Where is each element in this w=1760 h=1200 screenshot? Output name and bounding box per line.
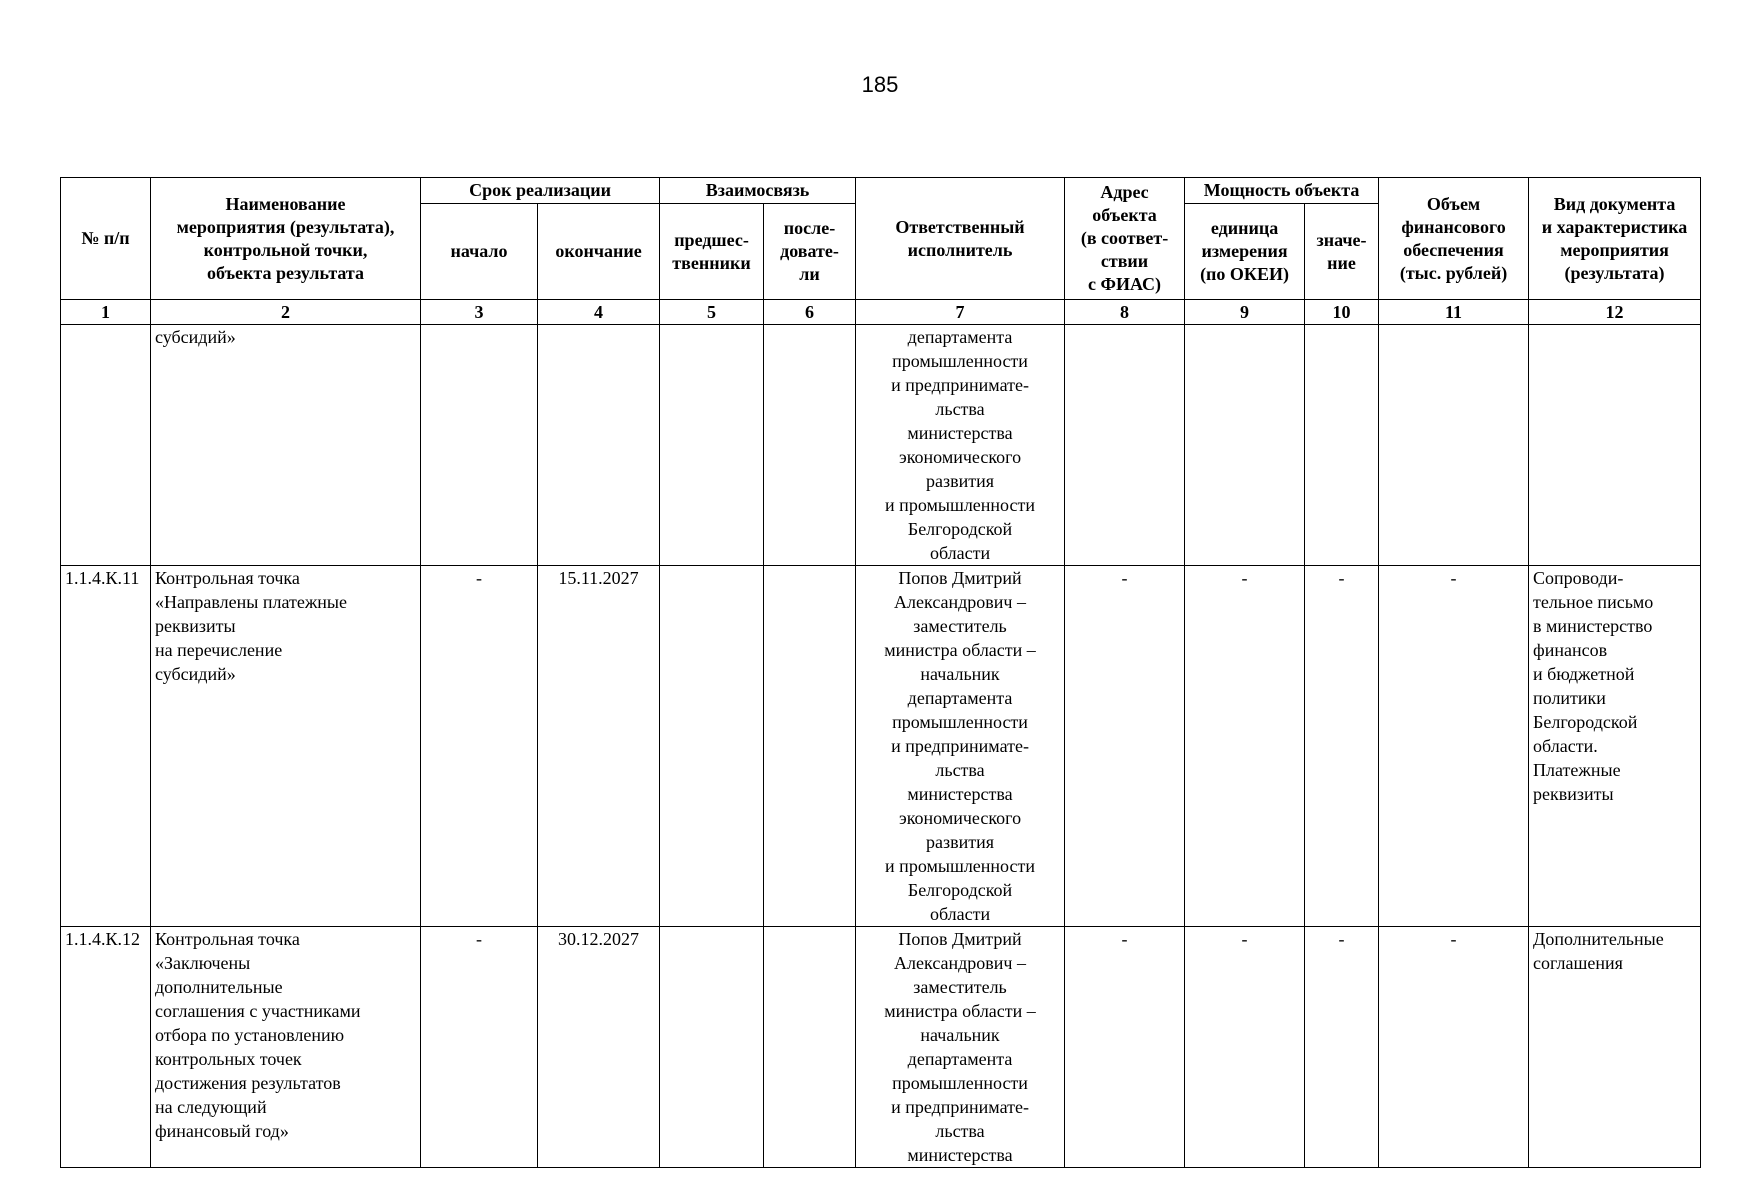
cell-unit: -	[1185, 566, 1305, 927]
cell-successors	[764, 325, 856, 566]
cell-unit: -	[1185, 927, 1305, 1168]
column-number: 11	[1379, 300, 1529, 325]
column-number: 3	[421, 300, 538, 325]
cell-value	[1305, 325, 1379, 566]
table-row	[61, 927, 1701, 1168]
column-number: 6	[764, 300, 856, 325]
cell-value: -	[1305, 566, 1379, 927]
cell-end	[538, 325, 660, 566]
header-num: № п/п	[61, 178, 151, 300]
cell-name: Контрольная точка «Направлены платежные реквизиты на перечисление субсидий»	[151, 566, 421, 927]
header-finance: Объем финансового обеспечения (тыс. рублей)	[1379, 178, 1529, 300]
cell-doc	[1529, 325, 1701, 566]
cell-responsible: Попов Дмитрий Александрович – заместитель министра области – начальник департамента промышленности и предпринимате- льства министерства экономического развития и промышленности Белгородской области	[856, 566, 1065, 927]
table-header	[61, 178, 1701, 325]
cell-address	[1065, 325, 1185, 566]
column-number: 1	[61, 300, 151, 325]
header-unit: единица измерения (по ОКЕИ)	[1185, 204, 1305, 300]
column-numbers-row	[61, 300, 1701, 325]
header-end: окончание	[538, 204, 660, 300]
header-capacity-group: Мощность объекта	[1185, 178, 1379, 204]
cell-unit	[1185, 325, 1305, 566]
column-number: 2	[151, 300, 421, 325]
cell-name: субсидий»	[151, 325, 421, 566]
header-successors: после- довате- ли	[764, 204, 856, 300]
cell-end: 30.12.2027	[538, 927, 660, 1168]
cell-finance: -	[1379, 927, 1529, 1168]
cell-start	[421, 325, 538, 566]
header-address: Адрес объекта (в соответ- ствии с ФИАС)	[1065, 178, 1185, 300]
table-row	[61, 566, 1701, 927]
cell-end: 15.11.2027	[538, 566, 660, 927]
header-value: значе- ние	[1305, 204, 1379, 300]
cell-doc: Дополнительные соглашения	[1529, 927, 1701, 1168]
header-predecessors: предшес- твенники	[660, 204, 764, 300]
cell-finance: -	[1379, 566, 1529, 927]
plan-table	[60, 177, 1701, 1168]
cell-num	[61, 325, 151, 566]
cell-num: 1.1.4.К.11	[61, 566, 151, 927]
cell-address: -	[1065, 927, 1185, 1168]
column-number: 8	[1065, 300, 1185, 325]
header-term-group: Срок реализации	[421, 178, 660, 204]
cell-responsible: Попов Дмитрий Александрович – заместитель министра области – начальник департамента промышленности и предпринимате- льства министерства	[856, 927, 1065, 1168]
header-doc: Вид документа и характеристика мероприятия (результата)	[1529, 178, 1701, 300]
header-link-group: Взаимосвязь	[660, 178, 856, 204]
cell-num: 1.1.4.К.12	[61, 927, 151, 1168]
cell-doc: Сопроводи- тельное письмо в министерство финансов и бюджетной политики Белгородской области. Платежные реквизиты	[1529, 566, 1701, 927]
column-number: 7	[856, 300, 1065, 325]
cell-address: -	[1065, 566, 1185, 927]
header-responsible: Ответственный исполнитель	[856, 178, 1065, 300]
cell-value: -	[1305, 927, 1379, 1168]
column-number: 9	[1185, 300, 1305, 325]
cell-start: -	[421, 927, 538, 1168]
cell-finance	[1379, 325, 1529, 566]
header-start: начало	[421, 204, 538, 300]
cell-predecessors	[660, 325, 764, 566]
cell-responsible: департамента промышленности и предпринимате- льства министерства экономического развития и промышленности Белгородской области	[856, 325, 1065, 566]
column-number: 5	[660, 300, 764, 325]
cell-successors	[764, 566, 856, 927]
cell-name: Контрольная точка «Заключены дополнительные соглашения с участниками отбора по установлению контрольных точек достижения результатов на следующий финансовый год»	[151, 927, 421, 1168]
page-number: 185	[861, 72, 899, 97]
cell-start: -	[421, 566, 538, 927]
column-number: 4	[538, 300, 660, 325]
header-name: Наименование мероприятия (результата), контрольной точки, объекта результата	[151, 178, 421, 300]
column-number: 12	[1529, 300, 1701, 325]
cell-successors	[764, 927, 856, 1168]
cell-predecessors	[660, 566, 764, 927]
cell-predecessors	[660, 927, 764, 1168]
table-row	[61, 325, 1701, 566]
column-number: 10	[1305, 300, 1379, 325]
table-body	[61, 325, 1701, 1168]
